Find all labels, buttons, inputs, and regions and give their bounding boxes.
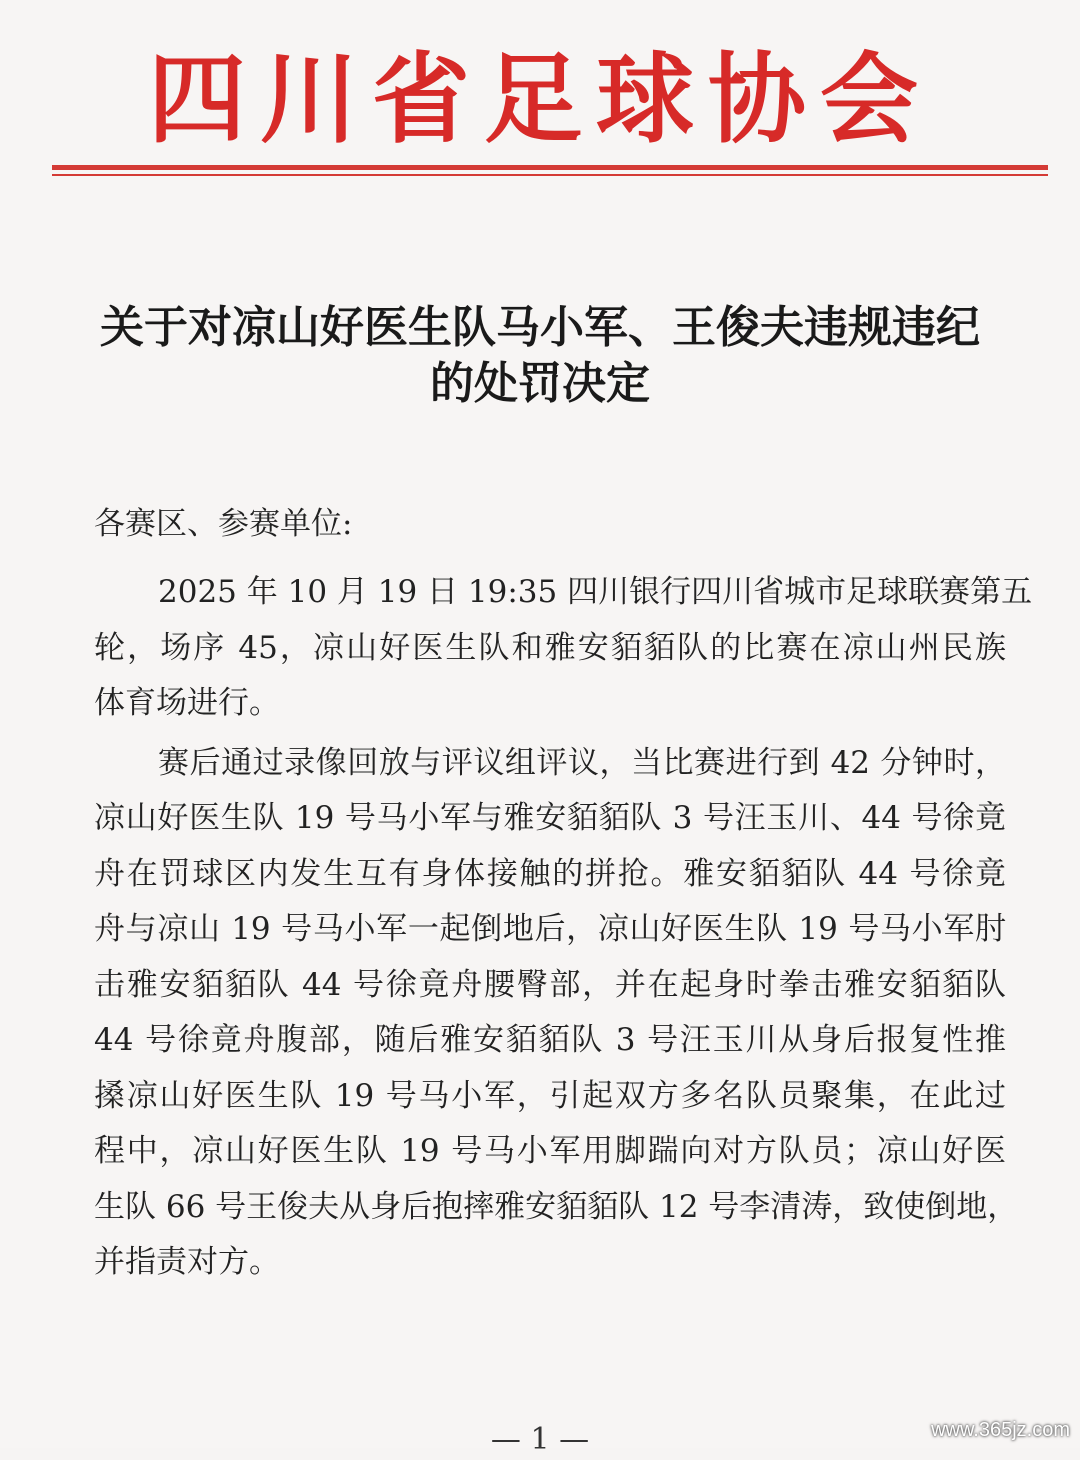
paragraph-line: 轮，场序 45，凉山好医生队和雅安貊貊队的比赛在凉山州民族 [94, 629, 1006, 666]
letterhead-divider-thick [52, 165, 1048, 170]
paragraph-line: 生队 66 号王俊夫从身后抱摔雅安貊貊队 12 号李清涛，致使倒地， [94, 1188, 1019, 1225]
paragraph [94, 736, 1019, 1291]
paragraph-line: 2025 年 10 月 19 日 19:35 四川银行四川省城市足球联赛第五 [158, 574, 1033, 610]
document-title [60, 300, 1020, 412]
paragraph-line: 并指责对方。 [94, 1244, 280, 1280]
organization-letterhead: 四川省足球协会 [147, 42, 932, 157]
paragraph-line: 凉山好医生队 19 号马小军与雅安貊貊队 3 号汪玉川、44 号徐竟 [94, 800, 1006, 836]
document-body [94, 565, 1033, 1291]
paragraph-line: 击雅安貊貊队 44 号徐竟舟腰臀部，并在起身时拳击雅安貊貊队 [94, 966, 1006, 1003]
addressee: 各赛区、参赛单位: [94, 506, 353, 542]
page-number: — 1 — [490, 1422, 590, 1457]
document-title-line: 关于对凉山好医生队马小军、王俊夫违规违纪 [100, 302, 980, 353]
document-title-line: 的处罚决定 [430, 358, 650, 409]
letterhead-divider-thin [52, 174, 1048, 176]
paragraph-line: 程中，凉山好医生队 19 号马小军用脚踹向对方队员；凉山好医 [94, 1133, 1006, 1169]
paragraph [94, 565, 1033, 732]
paragraph-line: 体育场进行。 [94, 685, 280, 721]
paragraph-line: 舟在罚球区内发生互有身体接触的拼抢。雅安貊貊队 44 号徐竟 [94, 855, 1006, 892]
paragraph-line: 赛后通过录像回放与评议组评议，当比赛进行到 42 分钟时， [158, 744, 1006, 781]
paragraph-line: 搡凉山好医生队 19 号马小军，引起双方多名队员聚集，在此过 [94, 1077, 1006, 1114]
paragraph-line: 44 号徐竟舟腹部，随后雅安貊貊队 3 号汪玉川从身后报复性推 [94, 1022, 1006, 1058]
watermark: www.365jz.com [931, 1419, 1070, 1441]
paragraph-line: 舟与凉山 19 号马小军一起倒地后，凉山好医生队 19 号马小军肘 [94, 911, 1006, 947]
